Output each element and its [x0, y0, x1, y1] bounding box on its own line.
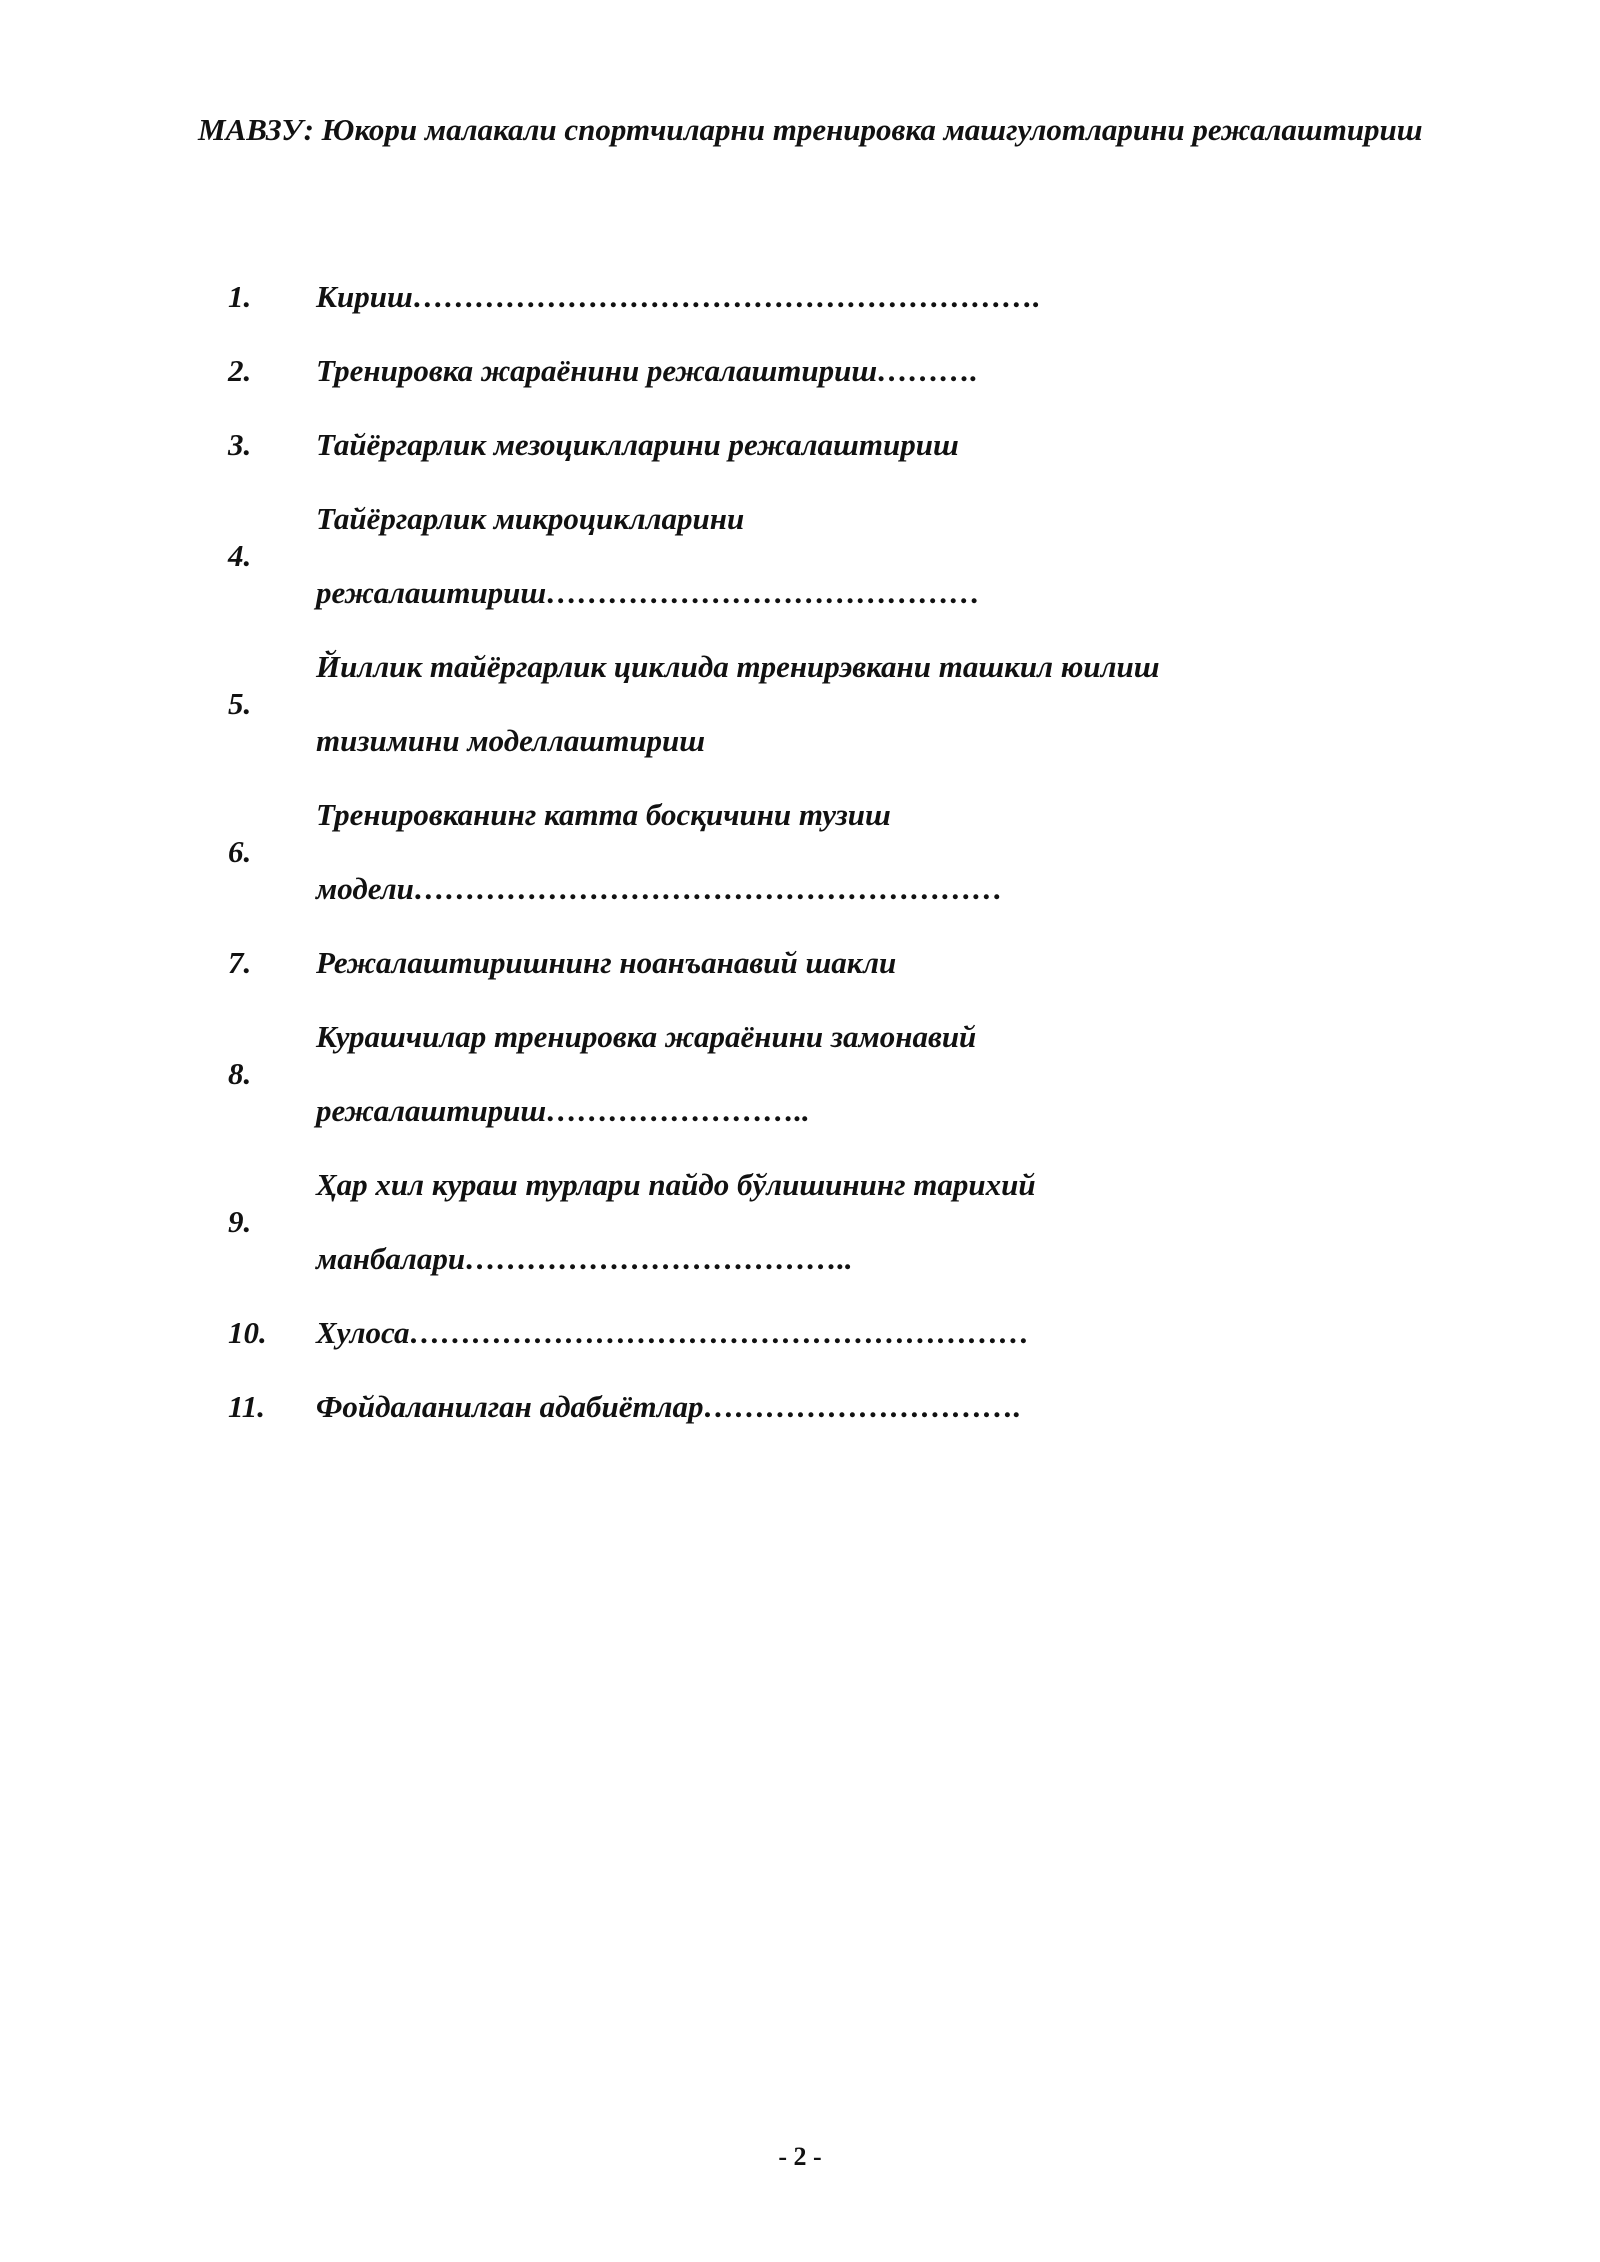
toc-entry-number: 4. — [228, 538, 252, 573]
toc-entry-line: Тренировка жараёнини режалаштириш………. — [316, 353, 978, 388]
toc-entry-line: Хулоса…………………………………………………… — [316, 1315, 1030, 1350]
toc-entry-line: Кириш……………………………………………………. — [316, 279, 1041, 314]
toc-entry-number: 10. — [228, 1315, 267, 1350]
toc-entry-text — [316, 408, 1428, 482]
toc-entry-line: Тренировканинг катта босқичини тузиш — [316, 797, 891, 832]
toc-entry-number: 2. — [228, 353, 252, 388]
toc-entry-line: Тайёргарлик мезоциклларини режалаштириш — [316, 427, 959, 462]
toc-entry-line: тизимини моделлаштириш — [316, 723, 706, 758]
toc-entry-number: 7. — [228, 945, 252, 980]
toc-entry-line: Курашчилар тренировка жараёнини замонавий — [316, 1019, 977, 1054]
toc-entry-line: режалаштириш…………………….. — [316, 1093, 810, 1128]
toc-entry — [228, 260, 1428, 334]
toc-entry-line: Фойдаланилган адабиётлар…………………………. — [316, 1389, 1022, 1424]
page-number: - 2 - — [778, 2142, 822, 2171]
toc-entry-number: 9. — [228, 1204, 252, 1239]
page-title: МАВЗУ: Юкори малакали спортчиларни тренировка машгулотларини режалаштириш — [198, 112, 1423, 147]
toc-entry-line: манбалари……………………………….. — [316, 1241, 853, 1276]
toc-entry — [228, 1148, 1428, 1296]
toc-entry-text — [316, 1370, 1428, 1444]
toc-entry-text — [316, 630, 1428, 778]
toc-entry-number: 6. — [228, 834, 252, 869]
toc-entry-text — [316, 260, 1428, 334]
toc-entry-number: 3. — [228, 427, 252, 462]
toc-entry-text — [316, 778, 1428, 926]
toc-entry-text — [316, 1000, 1428, 1148]
toc-entry-text — [316, 1148, 1428, 1296]
toc-entry-line: Йиллик тайёргарлик циклида тренирэвкани ташкил юилиш — [316, 649, 1160, 684]
toc-entry-text — [316, 482, 1428, 630]
toc-entry-number: 1. — [228, 279, 252, 314]
toc-entry — [228, 482, 1428, 630]
toc-entry — [228, 630, 1428, 778]
toc-entry-line: Режалаштиришнинг ноанъанавий шакли — [316, 945, 897, 980]
toc-entry-number: 8. — [228, 1056, 252, 1091]
toc-entry — [228, 1000, 1428, 1148]
toc-entry-line: Ҳар хил кураш турлари пайдо бўлишининг тарихий — [316, 1167, 1036, 1202]
toc-entry-line: Тайёргарлик микроциклларини — [316, 501, 745, 536]
toc-entry-text — [316, 1296, 1428, 1370]
toc-entry — [228, 1370, 1428, 1444]
toc-entry — [228, 778, 1428, 926]
table-of-contents — [228, 260, 1428, 1444]
toc-entry — [228, 408, 1428, 482]
toc-entry-number: 11. — [228, 1389, 266, 1424]
toc-entry-text — [316, 334, 1428, 408]
toc-entry — [228, 334, 1428, 408]
toc-entry-number: 5. — [228, 686, 252, 721]
toc-entry-text — [316, 926, 1428, 1000]
toc-entry-line: модели………………………………………………… — [316, 871, 1003, 906]
toc-entry-line: режалаштириш…………………………………… — [316, 575, 981, 610]
toc-entry — [228, 1296, 1428, 1370]
toc-entry — [228, 926, 1428, 1000]
